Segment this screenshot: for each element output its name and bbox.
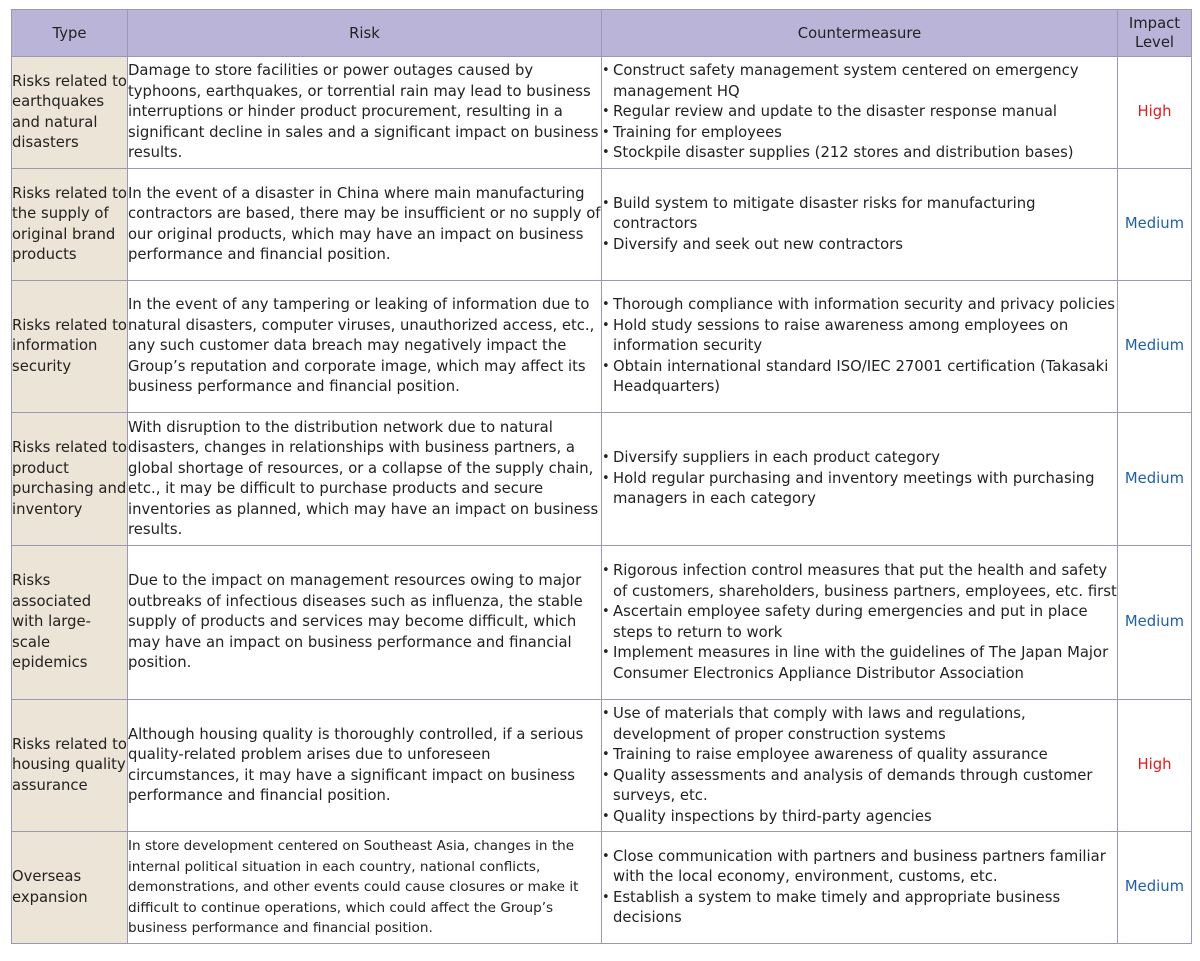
impact-level-cell: Medium bbox=[1118, 546, 1192, 700]
type-cell: Risks associated with large-scale epidemics bbox=[12, 546, 128, 700]
countermeasure-item: • Diversify suppliers in each product category bbox=[602, 448, 1117, 469]
table-row bbox=[12, 700, 1192, 832]
type-cell: Risks related to information security bbox=[12, 281, 128, 413]
header-countermeasure: Countermeasure bbox=[602, 10, 1118, 57]
bullet-icon: • bbox=[602, 450, 610, 466]
countermeasure-item: • Build system to mitigate disaster risks for manufacturing contractors bbox=[602, 194, 1036, 233]
impact-level-cell: Medium bbox=[1118, 832, 1192, 944]
countermeasure-cell bbox=[602, 169, 1118, 281]
risk-cell: Due to the impact on management resources owing to major outbreaks of infectious diseases such as influenza, the stable supply of products and services may become difficult, which may have an impact on business performance and financial position. bbox=[128, 546, 602, 700]
countermeasure-item: • Stockpile disaster supplies (212 stores and distribution bases) bbox=[602, 143, 1117, 164]
table-header-row bbox=[12, 10, 1192, 57]
countermeasure-item: • Quality inspections by third-party agencies bbox=[602, 807, 1117, 828]
bullet-icon: • bbox=[602, 767, 610, 783]
countermeasure-item: • Rigorous infection control measures that put the health and safety of customers, shareholders, business partners, employees, etc. first bbox=[602, 562, 1117, 600]
bullet-icon: • bbox=[602, 747, 610, 762]
bullet-icon: • bbox=[602, 195, 610, 211]
countermeasure-item: • Ascertain employee safety during emergencies and put in place steps to return to work bbox=[602, 603, 1088, 641]
countermeasure-item: • Regular review and update to the disaster response manual bbox=[602, 102, 1117, 123]
risk-cell: In the event of a disaster in China where main manufacturing contractors are based, there may be insufficient or no supply of our original products, which may have an impact on business performance and financial position. bbox=[128, 169, 602, 281]
risk-cell: With disruption to the distribution network due to natural disasters, changes in relationships with business partners, a global shortage of resources, or a collapse of the supply chain, etc., it may be difficult to purchase products and secure inventories as planned, which may have an impact on business results. bbox=[128, 413, 602, 546]
countermeasure-item: • Use of materials that comply with laws and regulations, development of proper construction systems bbox=[602, 705, 1026, 743]
table-row bbox=[12, 281, 1192, 413]
countermeasure-item: • Implement measures in line with the guidelines of The Japan Major Consumer Electronics Appliance Distributor Association bbox=[602, 644, 1109, 682]
bullet-icon: • bbox=[602, 145, 610, 161]
bullet-icon: • bbox=[602, 470, 610, 486]
table-row bbox=[12, 546, 1192, 700]
countermeasure-cell bbox=[602, 832, 1118, 944]
countermeasure-item: • Establish a system to make timely and appropriate business decisions bbox=[602, 888, 1061, 926]
header-risk: Risk bbox=[128, 10, 602, 57]
countermeasure-item: • Construct safety management system centered on emergency management HQ bbox=[602, 62, 1079, 100]
countermeasure-item: • Training for employees bbox=[602, 123, 1117, 144]
bullet-icon: • bbox=[602, 236, 610, 252]
bullet-icon: • bbox=[602, 124, 610, 140]
header-type: Type bbox=[12, 10, 128, 57]
countermeasure-item: • Thorough compliance with information security and privacy policies bbox=[602, 295, 1117, 316]
risk-table bbox=[11, 9, 1192, 944]
type-cell: Risks related to the supply of original brand products bbox=[12, 169, 128, 281]
bullet-icon: • bbox=[602, 604, 610, 619]
impact-level-cell: High bbox=[1118, 700, 1192, 832]
countermeasure-cell bbox=[602, 413, 1118, 546]
countermeasure-item: • Hold study sessions to raise awareness among employees on information security bbox=[602, 316, 1069, 355]
table-row bbox=[12, 169, 1192, 281]
bullet-icon: • bbox=[602, 297, 610, 313]
countermeasure-cell bbox=[602, 546, 1118, 700]
countermeasure-cell bbox=[602, 57, 1118, 169]
risk-cell: In store development centered on Southeast Asia, changes in the internal political situation in each country, national conflicts, demonstrations, and other events could cause closures or make it difficult to continue operations, which could affect the Group’s business performance and financial position. bbox=[128, 832, 602, 944]
impact-level-cell: Medium bbox=[1118, 413, 1192, 546]
countermeasure-item: • Hold regular purchasing and inventory meetings with purchasing managers in each category bbox=[602, 469, 1095, 508]
bullet-icon: • bbox=[602, 889, 610, 905]
type-cell: Risks related to product purchasing and inventory bbox=[12, 413, 128, 546]
table-row bbox=[12, 832, 1192, 944]
risk-cell: Although housing quality is thoroughly controlled, if a serious quality-related problem arises due to unforeseen circumstances, it may have a significant impact on business performance and financial position. bbox=[128, 700, 602, 832]
bullet-icon: • bbox=[602, 848, 610, 864]
risk-cell: In the event of any tampering or leaking of information due to natural disasters, computer viruses, unauthorized access, etc., any such customer data breach may negatively impact the Group’s reputation and corporate image, which may affect its business performance and financial position. bbox=[128, 281, 602, 413]
table-row bbox=[12, 57, 1192, 169]
countermeasure-item: • Quality assessments and analysis of demands through customer surveys, etc. bbox=[602, 766, 1093, 804]
impact-level-cell: Medium bbox=[1118, 281, 1192, 413]
bullet-icon: • bbox=[602, 645, 610, 660]
bullet-icon: • bbox=[602, 358, 610, 374]
bullet-icon: • bbox=[602, 104, 610, 120]
countermeasure-cell bbox=[602, 281, 1118, 413]
impact-level-cell: Medium bbox=[1118, 169, 1192, 281]
countermeasure-item: • Training to raise employee awareness of quality assurance bbox=[602, 745, 1117, 766]
bullet-icon: • bbox=[602, 63, 610, 79]
countermeasure-item: • Close communication with partners and business partners familiar with the local economy, environment, customs, etc. bbox=[602, 847, 1106, 885]
bullet-icon: • bbox=[602, 317, 610, 333]
header-impact-level: Impact Level bbox=[1118, 10, 1192, 57]
countermeasure-cell bbox=[602, 700, 1118, 832]
type-cell: Risks related to housing quality assurance bbox=[12, 700, 128, 832]
table-row bbox=[12, 413, 1192, 546]
countermeasure-item: • Obtain international standard ISO/IEC 27001 certification (Takasaki Headquarters) bbox=[602, 357, 1109, 396]
type-cell: Overseas expansion bbox=[12, 832, 128, 944]
countermeasure-item: • Diversify and seek out new contractors bbox=[602, 235, 1117, 256]
risk-cell: Damage to store facilities or power outages caused by typhoons, earthquakes, or torrential rain may lead to business interruptions or hinder product procurement, resulting in a significant decline in sales and a significant impact on business results. bbox=[128, 57, 602, 169]
impact-level-cell: High bbox=[1118, 57, 1192, 169]
bullet-icon: • bbox=[602, 706, 610, 721]
type-cell: Risks related to earthquakes and natural disasters bbox=[12, 57, 128, 169]
bullet-icon: • bbox=[602, 808, 610, 824]
bullet-icon: • bbox=[602, 563, 610, 578]
